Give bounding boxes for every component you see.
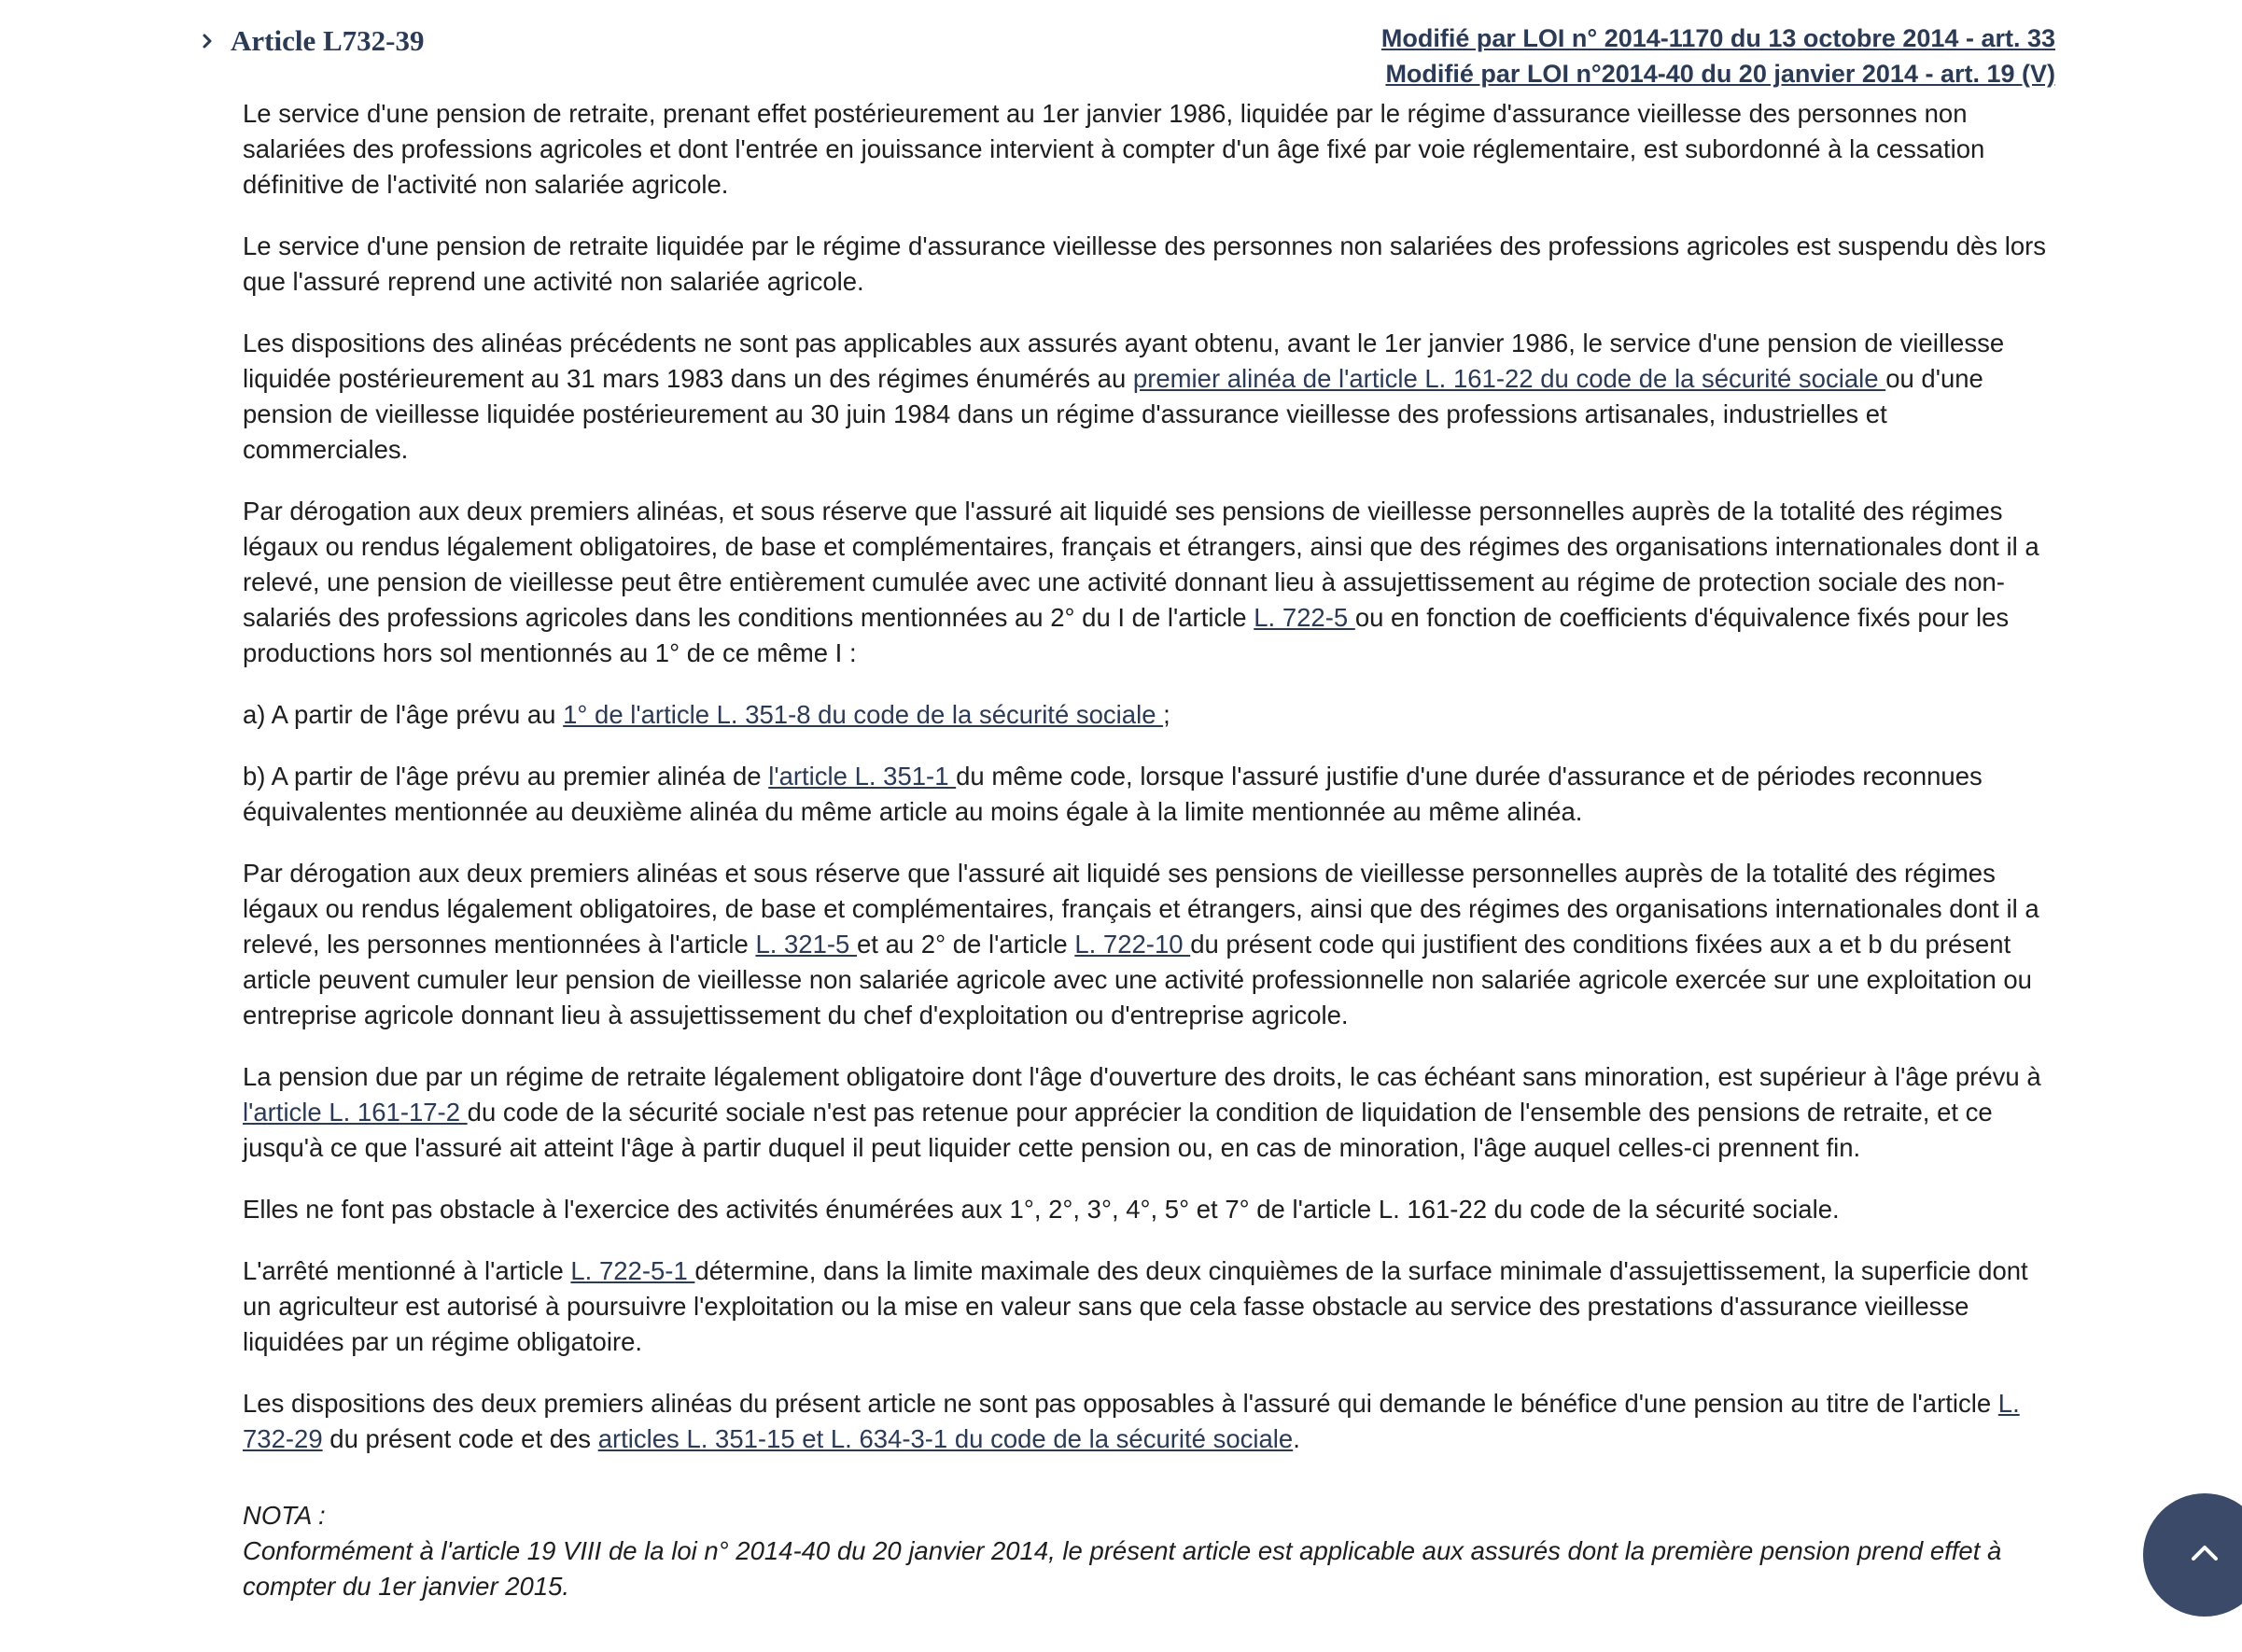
link-article-l722-5-1[interactable]: L. 722-5-1	[570, 1256, 695, 1285]
link-article-l351-8[interactable]: 1° de l'article L. 351-8 du code de la sécurité sociale	[563, 700, 1164, 729]
paragraph-text: Par dérogation aux deux premiers alinéas, et sous réserve que l'assuré ait liquidé ses pensions de vieillesse personnelles auprès de la totalité des régimes légaux ou rendus légalement obligatoires, de base et complémentaires, français et étrangers, ainsi que des régimes des organisations internationales dont il a relevé, une pension de vieillesse peut être entièrement cumulée avec une activité donnant lieu à assujettissement au régime de protection sociale des non-salariés des professions agricoles dans les conditions mentionnées au 2° du I de l'article	[243, 497, 2039, 632]
paragraph-text: Par dérogation aux deux premiers alinéas et sous réserve que l'assuré ait liquidé ses pensions de vieillesse personnelles auprès de la totalité des régimes légaux ou rendus légalement obligatoires, de base et complémentaires, français et étrangers, ainsi que des régimes des organisations internationales dont il a relevé, les personnes mentionnées à l'article	[243, 859, 2039, 959]
link-article-l351-1[interactable]: l'article L. 351-1	[768, 762, 957, 791]
chevron-up-icon	[2186, 1541, 2223, 1570]
link-article-l161-22[interactable]: premier alinéa de l'article L. 161-22 du code de la sécurité sociale	[1132, 364, 1886, 393]
nota-section	[243, 1498, 2053, 1604]
modification-link-loi-2014-1170[interactable]: Modifié par LOI n° 2014-1170 du 13 octobre 2014 - art. 33	[1380, 24, 2055, 52]
paragraph-text: La pension due par un régime de retraite légalement obligatoire dont l'âge d'ouverture des droits, le cas échéant sans minoration, est supérieur à l'âge prévu à	[243, 1062, 2041, 1091]
paragraph-3	[243, 326, 2053, 468]
paragraph-text: Les dispositions des alinéas précédents ne sont pas applicables aux assurés ayant obtenu, avant le 1er janvier 1986, le service d'une pension de vieillesse liquidée postérieurement au 31 mars 1983 dans un des régimes énumérés au	[243, 329, 2005, 393]
paragraph-8	[243, 1059, 2053, 1166]
link-article-l732-29[interactable]: L. 732-29	[243, 1389, 2020, 1453]
nota-label: NOTA :	[243, 1501, 326, 1530]
link-article-l321-5[interactable]: L. 321-5	[755, 930, 857, 959]
paragraph-1: Le service d'une pension de retraite, prenant effet postérieurement au 1er janvier 1986, liquidée par le régime d'assurance vieillesse des personnes non salariées des professions agricoles et dont l'entrée en jouissance intervient à compter d'un âge fixé par voie réglementaire, est subordonné à la cessation définitive de l'activité non salariée agricole.	[243, 99, 1985, 199]
paragraph-9: Elles ne font pas obstacle à l'exercice des activités énumérées aux 1°, 2°, 3°, 4°, 5° et 7° de l'article L. 161-22 du code de la sécurité sociale.	[243, 1195, 1840, 1224]
paragraph-text: et au 2° de l'article	[857, 930, 1075, 959]
back-to-top-button[interactable]	[2143, 1493, 2242, 1617]
paragraph-text: L'arrêté mentionné à l'article	[243, 1256, 571, 1285]
paragraph-5	[243, 697, 2053, 733]
paragraph-text: du même code, lorsque l'assuré justifie d'une durée d'assurance et de périodes reconnues équivalentes mentionnée au deuxième alinéa du même article au moins égale à la limite mentionnée au même alinéa.	[243, 762, 1983, 826]
paragraph-4	[243, 494, 2053, 671]
nota-text: Conformément à l'article 19 VIII de la loi n° 2014-40 du 20 janvier 2014, le présent article est applicable aux assurés dont la première pension prend effet à compter du 1er janvier 2015.	[243, 1536, 2002, 1601]
paragraph-text: détermine, dans la limite maximale des deux cinquièmes de la surface minimale d'assujettissement, la superficie dont un agriculteur est autorisé à poursuivre l'exploitation ou la mise en valeur sans que cela fasse obstacle au service des prestations d'assurance vieillesse liquidées par un régime obligatoire.	[243, 1256, 2028, 1356]
paragraph-7	[243, 856, 2053, 1033]
link-article-l161-17-2[interactable]: l'article L. 161-17-2	[243, 1098, 468, 1127]
paragraph-text: du présent code et des	[322, 1424, 598, 1453]
paragraph-text: .	[1293, 1424, 1300, 1453]
chevron-right-icon	[201, 30, 216, 52]
paragraph-6	[243, 759, 2053, 830]
modification-link-loi-2014-40[interactable]: Modifié par LOI n°2014-40 du 20 janvier 2014 - art. 19 (V)	[1385, 60, 2055, 88]
link-article-l722-10[interactable]: L. 722-10	[1074, 930, 1191, 959]
paragraph-11	[243, 1386, 2053, 1457]
article-header	[201, 21, 2055, 105]
paragraph-2: Le service d'une pension de retraite liquidée par le régime d'assurance vieillesse des personnes non salariées des professions agricoles est suspendu dès lors que l'assuré reprend une activité non salariée agricole.	[243, 231, 2047, 296]
paragraph-text: du présent code qui justifient des conditions fixées aux a et b du présent article peuvent cumuler leur pension de vieillesse non salariée agricole avec une activité professionnelle non salariée agricole exercée sur une exploitation ou entreprise agricole donnant lieu à assujettissement du chef d'exploitation ou d'entreprise agricole.	[243, 930, 2032, 1029]
article-title-text: Article L732-39	[231, 24, 425, 57]
paragraph-text: a) A partir de l'âge prévu au	[243, 700, 564, 729]
paragraph-text: ou en fonction de coefficients d'équivalence fixés pour les productions hors sol mentionnés au 1° de ce même I :	[243, 603, 2010, 667]
paragraph-text: b) A partir de l'âge prévu au premier alinéa de	[243, 762, 769, 791]
paragraph-text: ;	[1163, 700, 1170, 729]
paragraph-text: Les dispositions des deux premiers alinéas du présent article ne sont pas opposables à l'assuré qui demande le bénéfice d'une pension au titre de l'article	[243, 1389, 1998, 1418]
article-title[interactable]	[201, 21, 424, 62]
paragraph-10	[243, 1253, 2053, 1360]
modification-links	[1381, 21, 2055, 91]
paragraph-text: ou d'une pension de vieillesse liquidée postérieurement au 30 juin 1984 dans un régime d'assurance vieillesse des professions artisanales, industrielles et commerciales.	[243, 364, 1983, 464]
paragraph-text: du code de la sécurité sociale n'est pas retenue pour apprécier la condition de liquidation de l'ensemble des pensions de retraite, et ce jusqu'à ce que l'assuré ait atteint l'âge à partir duquel il peut liquider cette pension ou, en cas de minoration, l'âge auquel celles-ci prennent fin.	[243, 1098, 1993, 1162]
article-body	[243, 96, 2053, 1604]
link-article-l722-5[interactable]: L. 722-5	[1254, 603, 1355, 632]
link-articles-l351-15-l634-3-1[interactable]: articles L. 351-15 et L. 634-3-1 du code de la sécurité sociale	[597, 1424, 1294, 1453]
